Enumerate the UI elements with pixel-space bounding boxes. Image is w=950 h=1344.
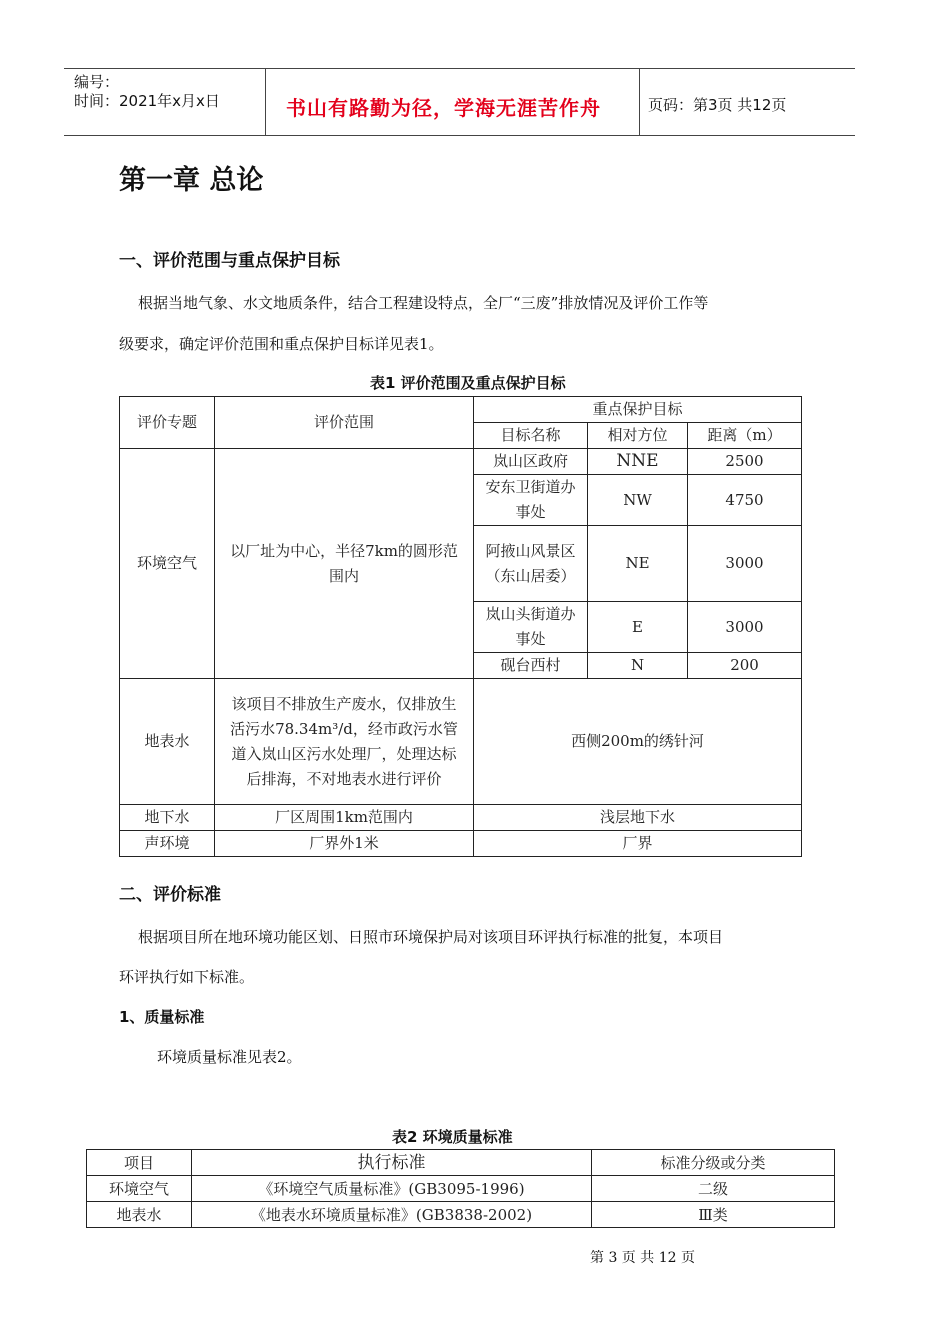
table-header-cell: 距离（m）	[688, 423, 802, 449]
table-cell: 声环境	[120, 831, 215, 857]
table-cell: 地下水	[120, 805, 215, 831]
table-cell: 3000	[688, 602, 802, 653]
table-header-cell: 相对方位	[588, 423, 688, 449]
table-cell: 厂界外1米	[215, 831, 474, 857]
paragraph-line: 根据项目所在地环境功能区划、日照市环境保护局对该项目环评执行标准的批复，本项目	[138, 928, 724, 946]
page-footer: 第 3 页 共 12 页	[590, 1250, 695, 1266]
table-header-cell: 标准分级或分类	[592, 1150, 835, 1176]
table-header-cell: 执行标准	[192, 1150, 592, 1176]
chapter-title: 第一章 总论	[119, 165, 264, 196]
table-cell: 环境空气	[87, 1176, 192, 1202]
table-cell: 西侧200m的绣针河	[474, 679, 802, 805]
header-motto: 书山有路勤为径，学海无涯苦作舟	[286, 96, 601, 120]
table-cell: 环境空气	[120, 449, 215, 679]
paragraph-line: 级要求，确定评价范围和重点保护目标详见表1。	[119, 335, 444, 353]
table-cell: 厂界	[474, 831, 802, 857]
table-cell: Ⅲ类	[592, 1202, 835, 1228]
table-cell: 阿掖山风景区（东山居委）	[474, 526, 588, 602]
paragraph-line: 环评执行如下标准。	[119, 968, 255, 986]
table-caption: 表1 评价范围及重点保护目标	[370, 374, 566, 392]
document-number-label: 编号：	[74, 73, 120, 91]
table-cell: 《地表水环境质量标准》(GB3838-2002)	[192, 1202, 592, 1228]
table-cell: 岚山头街道办事处	[474, 602, 588, 653]
table-cell: NNE	[588, 449, 688, 475]
header-bottom-rule	[64, 135, 855, 136]
table-cell: 二级	[592, 1176, 835, 1202]
table-cell: 安东卫街道办事处	[474, 475, 588, 526]
table-cell: E	[588, 602, 688, 653]
table-cell: NE	[588, 526, 688, 602]
table-cell: 岚山区政府	[474, 449, 588, 475]
section-heading: 二、评价标准	[119, 885, 221, 905]
section-heading: 一、评价范围与重点保护目标	[119, 251, 340, 271]
table-cell: 以厂址为中心，半径7km的圆形范围内	[215, 449, 474, 679]
table-caption: 表2 环境质量标准	[392, 1128, 513, 1146]
paragraph-line: 环境质量标准见表2。	[157, 1048, 302, 1066]
table-cell: 浅层地下水	[474, 805, 802, 831]
table-header-cell: 目标名称	[474, 423, 588, 449]
table-header-cell: 评价范围	[215, 397, 474, 449]
sub-heading: 1、质量标准	[119, 1008, 205, 1026]
table-cell: NW	[588, 475, 688, 526]
table-header-cell: 重点保护目标	[474, 397, 802, 423]
header-top-rule	[64, 68, 855, 69]
table-cell: 《环境空气质量标准》(GB3095-1996)	[192, 1176, 592, 1202]
header-divider	[265, 68, 266, 135]
header-page-label: 页码：第3页 共12页	[648, 96, 787, 114]
table-cell: 200	[688, 653, 802, 679]
table-cell: 4750	[688, 475, 802, 526]
table-cell: 砚台西村	[474, 653, 588, 679]
table-cell: 厂区周围1km范围内	[215, 805, 474, 831]
paragraph-line: 根据当地气象、水文地质条件，结合工程建设特点，全厂“三废”排放情况及评价工作等	[138, 294, 709, 312]
table-cell: 地表水	[87, 1202, 192, 1228]
quality-standard-table	[86, 1149, 835, 1228]
table-cell: 地表水	[120, 679, 215, 805]
header-divider	[639, 68, 640, 135]
protection-target-table	[119, 396, 802, 857]
table-header-cell: 项目	[87, 1150, 192, 1176]
table-cell: 该项目不排放生产废水，仅排放生活污水78.34m³/d，经市政污水管道入岚山区污水处理厂，处理达标后排海，不对地表水进行评价	[215, 679, 474, 805]
table-header-cell: 评价专题	[120, 397, 215, 449]
table-cell: 3000	[688, 526, 802, 602]
table-cell: N	[588, 653, 688, 679]
table-cell: 2500	[688, 449, 802, 475]
document-time-label: 时间：2021年x月x日	[74, 92, 220, 110]
